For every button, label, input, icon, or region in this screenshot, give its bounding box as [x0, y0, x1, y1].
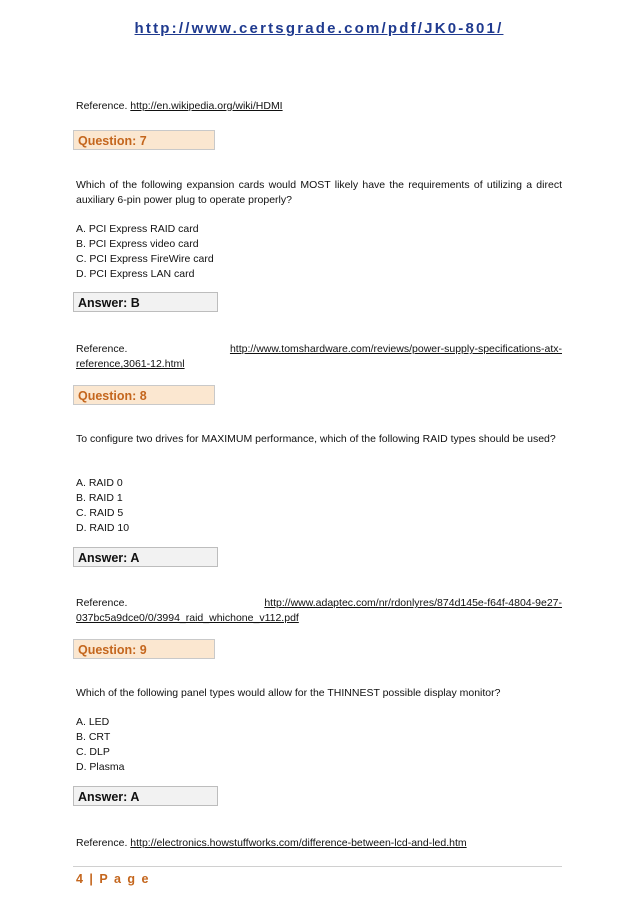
option-a: A. LED [76, 716, 110, 728]
reference-link-part2[interactable]: reference,3061-12.html [76, 358, 185, 370]
question-9-heading: Question: 9 [73, 639, 215, 659]
header-url-link[interactable]: http://www.certsgrade.com/pdf/JK0-801/ [134, 20, 504, 37]
question-8-options [76, 476, 562, 536]
question-7-options [76, 222, 562, 282]
footer-divider [73, 866, 562, 867]
option-d: D. RAID 10 [76, 522, 130, 534]
option-a: A. RAID 0 [76, 477, 123, 489]
option-b: B. PCI Express video card [76, 238, 199, 250]
option-c: C. DLP [76, 746, 110, 758]
question-7-text: Which of the following expansion cards would MOST likely have the requirements of utilizing a direct auxiliary 6-pin power plug to operate properly? [76, 179, 562, 206]
answer-8-box: Answer: A [73, 547, 218, 567]
option-c: C. RAID 5 [76, 507, 124, 519]
question-7-heading: Question: 7 [73, 130, 215, 150]
reference-link-part2[interactable]: 037bc5a9dce0/0/3994_raid_whichone_v112.pdf [76, 612, 299, 624]
question-8-heading: Question: 8 [73, 385, 215, 405]
reference-label: Reference. [76, 837, 128, 849]
question-9-text: Which of the following panel types would allow for the THINNEST possible display monitor? [76, 687, 501, 699]
question-8-text: To configure two drives for MAXIMUM performance, which of the following RAID types should be used? [76, 433, 556, 445]
option-c: C. PCI Express FireWire card [76, 253, 214, 265]
question-9-options [76, 715, 562, 775]
option-a: A. PCI Express RAID card [76, 223, 199, 235]
option-b: B. RAID 1 [76, 492, 123, 504]
option-d: D. Plasma [76, 761, 125, 773]
reference-line-q6 [76, 99, 562, 114]
reference-label: Reference. [76, 100, 128, 112]
reference-link-part1[interactable]: http://www.adaptec.com/nr/rdonlyres/874d145e-f64f-4804-9e27- [264, 597, 562, 609]
reference-link-part1[interactable]: http://www.tomshardware.com/reviews/power-supply-specifications-atx- [229, 343, 562, 355]
answer-9-box: Answer: A [73, 786, 218, 806]
reference-label: Reference. [76, 343, 128, 355]
reference-q8 [76, 596, 562, 626]
option-d: D. PCI Express LAN card [76, 268, 195, 280]
reference-label: Reference. [76, 597, 128, 609]
answer-7-box: Answer: B [73, 292, 218, 312]
page-number: 4 | P a g e [76, 872, 150, 886]
reference-link[interactable]: http://electronics.howstuffworks.com/difference-between-lcd-and-led.htm [130, 837, 467, 849]
reference-q9 [76, 836, 562, 851]
reference-link[interactable]: http://en.wikipedia.org/wiki/HDMI [130, 100, 283, 112]
reference-q7 [76, 342, 562, 372]
option-b: B. CRT [76, 731, 111, 743]
